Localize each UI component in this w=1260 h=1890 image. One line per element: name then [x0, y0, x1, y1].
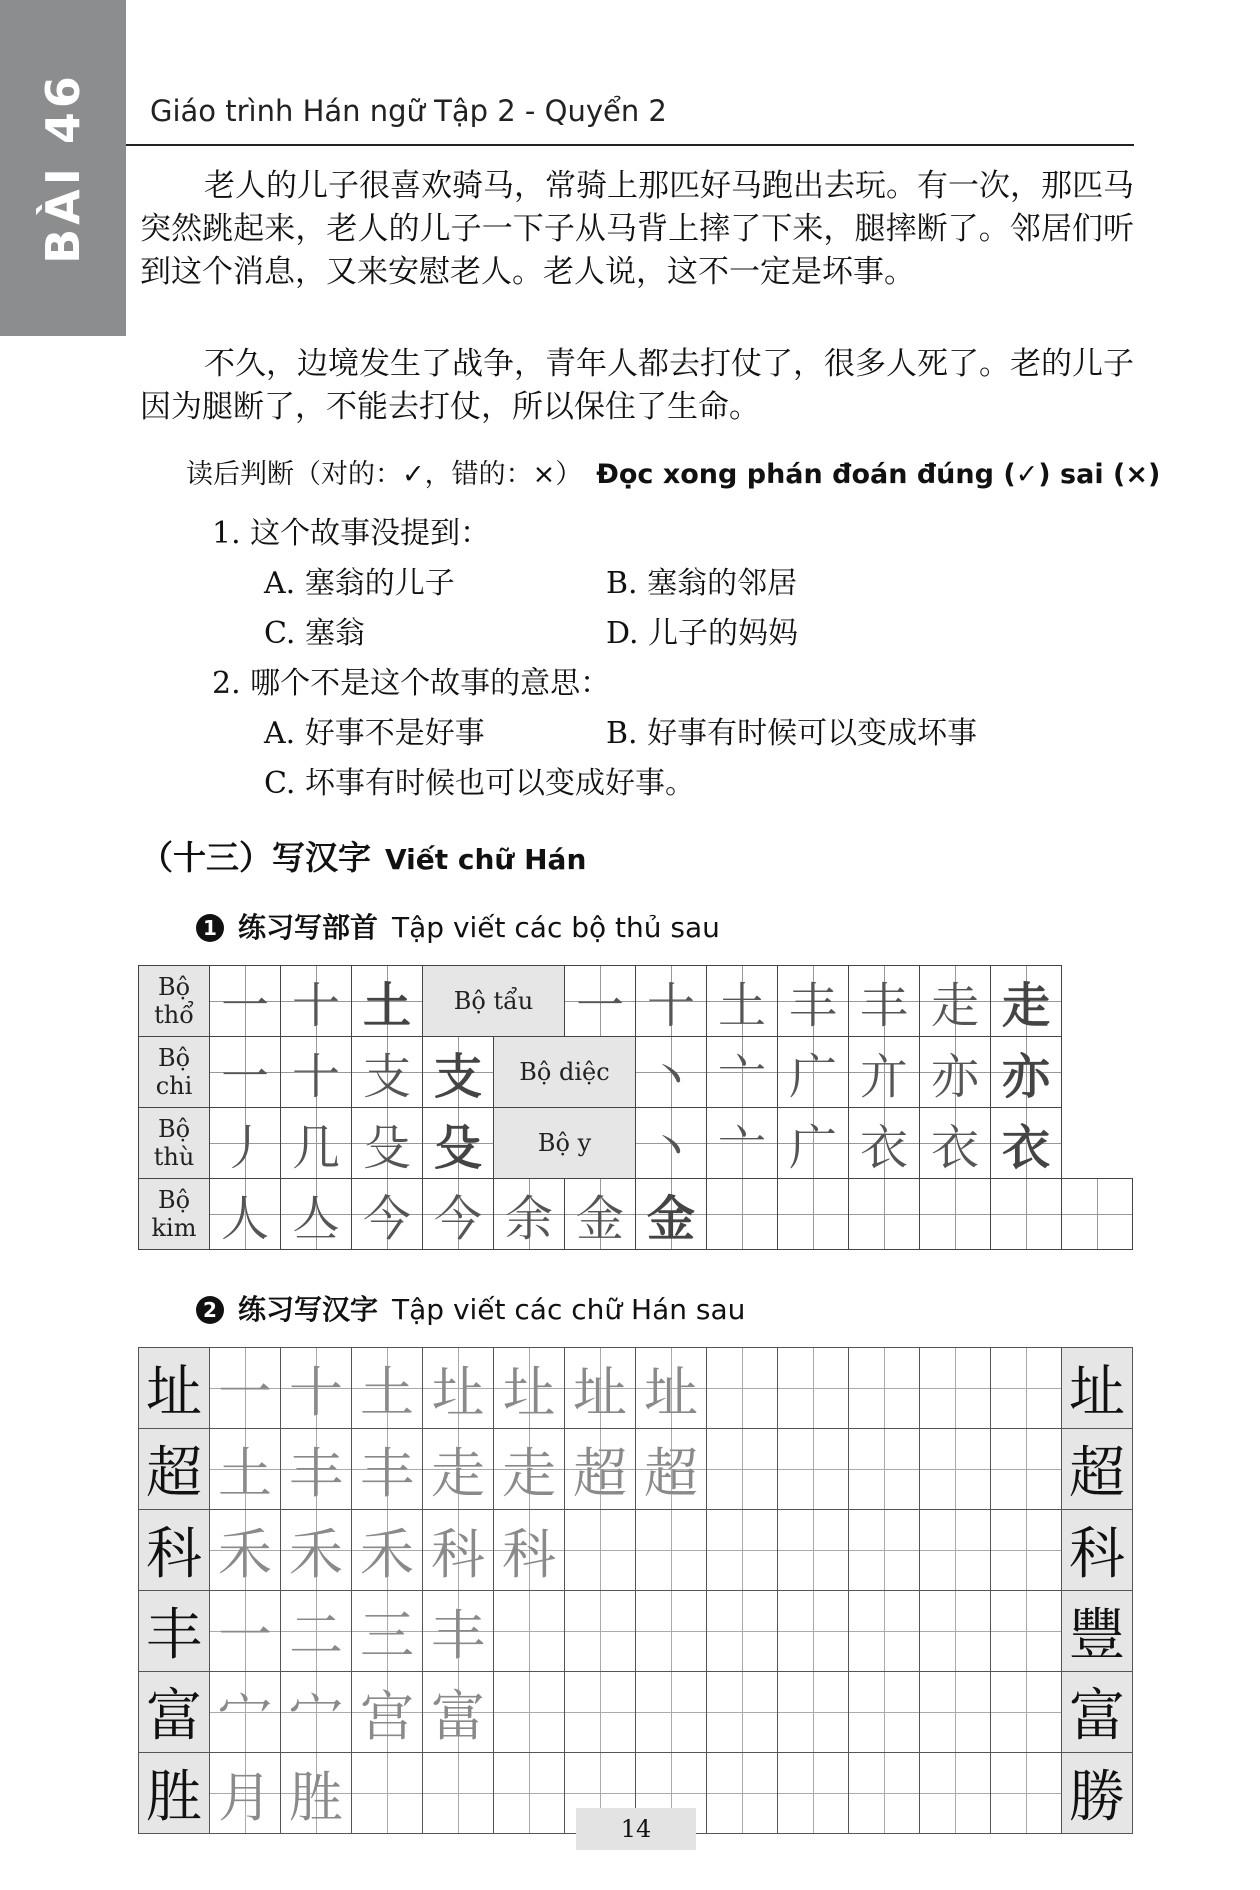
empty-cell	[849, 1429, 920, 1510]
stroke-cell: 亠	[707, 1037, 778, 1108]
question-2: 2. 哪个不是这个故事的意思：	[212, 666, 611, 701]
stroke-cell: 十	[281, 1037, 352, 1108]
empty-cell	[849, 1179, 920, 1250]
stroke-cell: 土	[210, 1429, 281, 1510]
empty-cell	[991, 1672, 1062, 1753]
stroke-cell: 亠	[707, 1108, 778, 1179]
empty-cell	[991, 1753, 1062, 1834]
stroke-cell: 丿	[210, 1108, 281, 1179]
empty-cell	[494, 1672, 565, 1753]
traditional-character: 勝	[1062, 1753, 1133, 1834]
header-divider	[126, 144, 1134, 146]
characters-practice-grid	[138, 1347, 1133, 1834]
stroke-cell: 亣	[849, 1037, 920, 1108]
empty-cell	[920, 1348, 991, 1429]
radical-label: Bộ chi	[139, 1037, 210, 1108]
stroke-cell: 走	[991, 966, 1062, 1037]
character-row	[139, 1672, 1133, 1753]
radical-row	[139, 1037, 1133, 1108]
empty-cell	[494, 1591, 565, 1672]
stroke-cell: 超	[636, 1429, 707, 1510]
stroke-cell: 一	[210, 966, 281, 1037]
empty-cell	[920, 1753, 991, 1834]
stroke-cell: 土	[352, 966, 423, 1037]
empty-cell	[920, 1672, 991, 1753]
traditional-character: 科	[1062, 1510, 1133, 1591]
q2-option-b: B. 好事有时候可以变成坏事	[606, 716, 978, 751]
empty-cell	[565, 1672, 636, 1753]
stroke-cell: 胜	[281, 1753, 352, 1834]
q2-option-c: C. 坏事有时候也可以变成好事。	[264, 766, 695, 801]
quiz-heading-zh: 读后判断（对的：✓，错的：×）	[186, 459, 583, 490]
subsection-1-vi: Tập viết các bộ thủ sau	[392, 911, 720, 944]
stroke-cell: 支	[352, 1037, 423, 1108]
stroke-cell: 殳	[352, 1108, 423, 1179]
stroke-cell: 走	[423, 1429, 494, 1510]
empty-cell	[636, 1510, 707, 1591]
stroke-cell: 科	[423, 1510, 494, 1591]
stroke-cell: 土	[707, 966, 778, 1037]
radical-row	[139, 1108, 1133, 1179]
radical-label: Bộ tẩu	[423, 966, 565, 1037]
stroke-cell: 丶	[636, 1108, 707, 1179]
radical-label: Bộ diệc	[494, 1037, 636, 1108]
empty-cell	[991, 1510, 1062, 1591]
stroke-cell: 今	[423, 1179, 494, 1250]
section-13-title	[140, 832, 586, 879]
stroke-cell: 走	[920, 966, 991, 1037]
subsection-1-title	[196, 906, 720, 946]
subsection-2-vi: Tập viết các chữ Hán sau	[392, 1293, 746, 1326]
empty-cell	[778, 1753, 849, 1834]
character-row	[139, 1348, 1133, 1429]
stroke-cell: 一	[210, 1591, 281, 1672]
reading-paragraph-2: 不久，边境发生了战争，青年人都去打仗了，很多人死了。老的儿子因为腿断了，不能去打仗，所以保住了生命。	[140, 346, 1134, 425]
empty-cell	[1062, 1179, 1133, 1250]
stroke-cell: 支	[423, 1037, 494, 1108]
stroke-cell: 殳	[423, 1108, 494, 1179]
stroke-cell: 走	[494, 1429, 565, 1510]
stroke-cell: 圵	[423, 1348, 494, 1429]
quiz-heading	[186, 452, 1160, 491]
stroke-cell: 金	[565, 1179, 636, 1250]
stroke-cell: 丰	[352, 1429, 423, 1510]
number-badge-1: 1	[196, 914, 224, 942]
radicals-practice-grid	[138, 965, 1133, 1250]
radical-label: Bộ thổ	[139, 966, 210, 1037]
traditional-character: 址	[1062, 1348, 1133, 1429]
model-character: 址	[139, 1348, 210, 1429]
stroke-cell: 亼	[281, 1179, 352, 1250]
section-13-title-zh: （十三）写汉字	[140, 838, 371, 877]
stroke-cell: 丰	[281, 1429, 352, 1510]
stroke-cell: 金	[636, 1179, 707, 1250]
q1-option-d: D. 儿子的妈妈	[606, 616, 799, 651]
stroke-cell: 余	[494, 1179, 565, 1250]
section-13-title-vi: Viết chữ Hán	[385, 843, 587, 876]
stroke-cell: 月	[210, 1753, 281, 1834]
stroke-cell: 丰	[778, 966, 849, 1037]
stroke-cell: 人	[210, 1179, 281, 1250]
empty-cell	[991, 1179, 1062, 1250]
empty-cell	[778, 1510, 849, 1591]
book-title: Giáo trình Hán ngữ Tập 2 - Quyển 2	[150, 94, 667, 128]
radical-row	[139, 1179, 1133, 1250]
stroke-cell: 富	[423, 1672, 494, 1753]
traditional-character: 富	[1062, 1672, 1133, 1753]
empty-cell	[707, 1591, 778, 1672]
empty-cell	[920, 1179, 991, 1250]
subsection-2-title	[196, 1288, 745, 1328]
lesson-tab-label: BÀI 46	[36, 72, 90, 264]
empty-cell	[991, 1348, 1062, 1429]
empty-cell	[707, 1348, 778, 1429]
empty-cell	[849, 1753, 920, 1834]
character-row	[139, 1591, 1133, 1672]
empty-cell	[707, 1429, 778, 1510]
empty-cell	[707, 1672, 778, 1753]
model-character: 科	[139, 1510, 210, 1591]
stroke-cell: 宀	[281, 1672, 352, 1753]
number-badge-2: 2	[196, 1296, 224, 1324]
stroke-cell: 亦	[920, 1037, 991, 1108]
stroke-cell: 十	[281, 1348, 352, 1429]
subsection-2-zh: 练习写汉字	[238, 1293, 379, 1326]
stroke-cell: 丰	[849, 966, 920, 1037]
stroke-cell: 科	[494, 1510, 565, 1591]
empty-cell	[707, 1179, 778, 1250]
stroke-cell: 广	[778, 1037, 849, 1108]
stroke-cell: 圵	[494, 1348, 565, 1429]
stroke-cell: 十	[281, 966, 352, 1037]
empty-cell	[707, 1510, 778, 1591]
quiz-heading-vi: Đọc xong phán đoán đúng (✓) sai (×)	[596, 459, 1161, 490]
empty-cell	[920, 1591, 991, 1672]
stroke-cell: 一	[565, 966, 636, 1037]
stroke-cell: 超	[565, 1429, 636, 1510]
q1-option-a: A. 塞翁的儿子	[264, 566, 455, 601]
stroke-cell: 丰	[423, 1591, 494, 1672]
radical-row	[139, 966, 1133, 1037]
page-number: 14	[576, 1808, 696, 1850]
empty-cell	[352, 1753, 423, 1834]
stroke-cell: 址	[636, 1348, 707, 1429]
empty-cell	[849, 1672, 920, 1753]
stroke-cell: 宀	[210, 1672, 281, 1753]
model-character: 胜	[139, 1753, 210, 1834]
question-1: 1. 这个故事没提到：	[212, 516, 491, 551]
empty-cell	[565, 1510, 636, 1591]
stroke-cell: 二	[281, 1591, 352, 1672]
q2-option-a: A. 好事不是好事	[264, 716, 485, 751]
empty-cell	[778, 1672, 849, 1753]
empty-cell	[423, 1753, 494, 1834]
stroke-cell: 禾	[281, 1510, 352, 1591]
model-character: 丰	[139, 1591, 210, 1672]
empty-cell	[991, 1591, 1062, 1672]
q1-option-b: B. 塞翁的邻居	[606, 566, 798, 601]
stroke-cell: 禾	[210, 1510, 281, 1591]
radical-label: Bộ thù	[139, 1108, 210, 1179]
empty-cell	[920, 1510, 991, 1591]
q1-option-c: C. 塞翁	[264, 616, 365, 651]
empty-cell	[778, 1591, 849, 1672]
stroke-cell: 土	[352, 1348, 423, 1429]
stroke-cell: 三	[352, 1591, 423, 1672]
traditional-character: 超	[1062, 1429, 1133, 1510]
empty-cell	[849, 1348, 920, 1429]
empty-cell	[778, 1179, 849, 1250]
model-character: 富	[139, 1672, 210, 1753]
reading-paragraph-1: 老人的儿子很喜欢骑马，常骑上那匹好马跑出去玩。有一次，那匹马突然跳起来，老人的儿子一下子从马背上摔了下来，腿摔断了。邻居们听到这个消息，又来安慰老人。老人说，这不一定是坏事。	[140, 168, 1134, 290]
character-row	[139, 1429, 1133, 1510]
stroke-cell: 址	[565, 1348, 636, 1429]
stroke-cell: 衣	[920, 1108, 991, 1179]
stroke-cell: 衣	[991, 1108, 1062, 1179]
stroke-cell: 今	[352, 1179, 423, 1250]
lesson-tab	[0, 0, 126, 336]
empty-cell	[920, 1429, 991, 1510]
empty-cell	[991, 1429, 1062, 1510]
empty-cell	[849, 1510, 920, 1591]
character-row	[139, 1510, 1133, 1591]
model-character: 超	[139, 1429, 210, 1510]
radical-label: Bộ y	[494, 1108, 636, 1179]
stroke-cell: 宫	[352, 1672, 423, 1753]
stroke-cell: 一	[210, 1348, 281, 1429]
empty-cell	[636, 1591, 707, 1672]
radical-label: Bộ kim	[139, 1179, 210, 1250]
empty-cell	[565, 1591, 636, 1672]
empty-cell	[707, 1753, 778, 1834]
empty-cell	[636, 1672, 707, 1753]
subsection-1-zh: 练习写部首	[238, 911, 379, 944]
stroke-cell: 衣	[849, 1108, 920, 1179]
stroke-cell: 广	[778, 1108, 849, 1179]
stroke-cell: 亦	[991, 1037, 1062, 1108]
empty-cell	[494, 1753, 565, 1834]
empty-cell	[778, 1348, 849, 1429]
stroke-cell: 一	[210, 1037, 281, 1108]
stroke-cell: 丶	[636, 1037, 707, 1108]
empty-cell	[849, 1591, 920, 1672]
traditional-character: 豐	[1062, 1591, 1133, 1672]
stroke-cell: 十	[636, 966, 707, 1037]
stroke-cell: 禾	[352, 1510, 423, 1591]
empty-cell	[778, 1429, 849, 1510]
stroke-cell: 几	[281, 1108, 352, 1179]
